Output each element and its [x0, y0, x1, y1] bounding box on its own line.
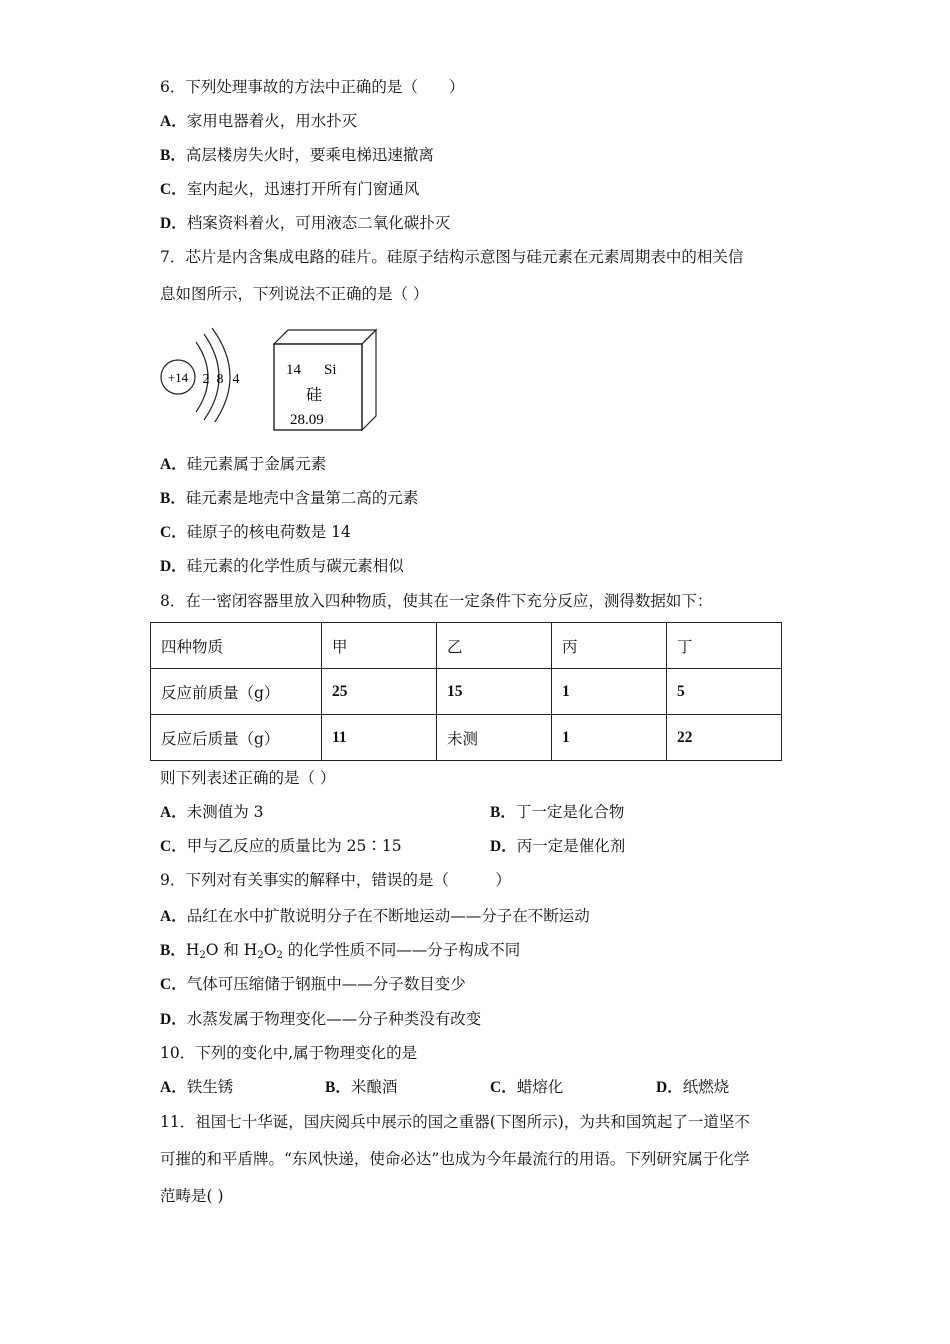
table-cell: 反应后质量（g） [151, 715, 322, 761]
q9-stem: 9．下列对有关事实的解释中，错误的是（ ） [160, 871, 511, 889]
table-cell: 5 [667, 669, 782, 715]
q6-option-a: A．家用电器着火，用水扑灭 [160, 112, 358, 130]
shell-3-count: 4 [232, 372, 240, 387]
table-row [151, 715, 782, 761]
q6-option-b: B．高层楼房失火时，要乘电梯迅速撤离 [160, 146, 434, 164]
table-cell: 25 [322, 669, 437, 715]
table-cell: 1 [552, 715, 667, 761]
q7-stem-line1: 7．芯片是内含集成电路的硅片。硅原子结构示意图与硅元素在元素周期表中的相关信 [160, 248, 744, 266]
q10-stem: 10．下列的变化中,属于物理变化的是 [160, 1044, 418, 1062]
table-cell: 丙 [552, 623, 667, 669]
table-cell: 乙 [437, 623, 552, 669]
q7-option-c: C．硅原子的核电荷数是 14 [160, 523, 351, 541]
q6-stem: 6．下列处理事故的方法中正确的是（ ） [160, 78, 465, 96]
table-cell: 未测 [437, 715, 552, 761]
table-cell: 四种物质 [151, 623, 322, 669]
q8-after-text: 则下列表述正确的是（ ） [160, 769, 336, 787]
table-cell: 11 [322, 715, 437, 761]
q9-option-d: D．水蒸发属于物理变化——分子种类没有改变 [160, 1010, 482, 1028]
q11-line1: 11．祖国七十华诞，国庆阅兵中展示的国之重器(下图所示)，为共和国筑起了一道坚不 [160, 1113, 750, 1131]
element-symbol: Si [324, 362, 337, 378]
table-cell: 15 [437, 669, 552, 715]
table-cell: 丁 [667, 623, 782, 669]
q9-option-a: A．品红在水中扩散说明分子在不断地运动——分子在不断运动 [160, 907, 590, 925]
table-cell: 22 [667, 715, 782, 761]
table-row [151, 669, 782, 715]
q9-option-c: C．气体可压缩储于钢瓶中——分子数目变少 [160, 975, 466, 993]
q10-option-d: D．纸燃烧 [656, 1078, 730, 1096]
q8-option-c: C．甲与乙反应的质量比为 25∶15 [160, 837, 402, 855]
table-row [151, 623, 782, 669]
q8-option-b: B．丁一定是化合物 [490, 803, 625, 821]
q8-stem: 8．在一密闭容器里放入四种物质，使其在一定条件下充分反应，测得数据如下： [160, 592, 713, 610]
q10-option-c: C．蜡熔化 [490, 1078, 564, 1096]
table-cell: 反应前质量（g） [151, 669, 322, 715]
q7-option-a: A．硅元素属于金属元素 [160, 455, 327, 473]
q7-stem-line2: 息如图所示，下列说法不正确的是（ ） [160, 285, 429, 303]
table-cell: 甲 [322, 623, 437, 669]
reaction-data-table [150, 622, 782, 761]
element-name: 硅 [306, 385, 323, 404]
atomic-mass: 28.09 [290, 412, 324, 428]
shell-2-count: 8 [216, 372, 224, 387]
silicon-atom-diagram [158, 322, 258, 422]
q6-option-c: C．室内起火，迅速打开所有门窗通风 [160, 180, 420, 198]
q11-line2: 可摧的和平盾牌。“东风快递，使命必达”也成为今年最流行的用语。下列研究属于化学 [160, 1150, 750, 1168]
q7-option-d: D．硅元素的化学性质与碳元素相似 [160, 557, 404, 575]
q6-option-d: D．档案资料着火，可用液态二氧化碳扑灭 [160, 214, 451, 232]
table-cell: 1 [552, 669, 667, 715]
q10-option-b: B．米酿酒 [325, 1078, 398, 1096]
q8-option-a: A．未测值为 3 [160, 803, 264, 821]
nucleus-charge: +14 [167, 370, 189, 385]
atomic-number: 14 [286, 362, 301, 378]
q9-option-b: B．$H_2O$ 和 $H_2O_2$ 的化学性质不同——分子构成不同 [160, 941, 521, 961]
q7-option-b: B．硅元素是地壳中含量第二高的元素 [160, 489, 419, 507]
q10-option-a: A．铁生锈 [160, 1078, 234, 1096]
periodic-table-cell [270, 326, 380, 436]
shell-1-count: 2 [202, 372, 210, 387]
q8-option-d: D．丙一定是催化剂 [490, 837, 626, 855]
q11-line3: 范畴是( ) [160, 1187, 224, 1205]
